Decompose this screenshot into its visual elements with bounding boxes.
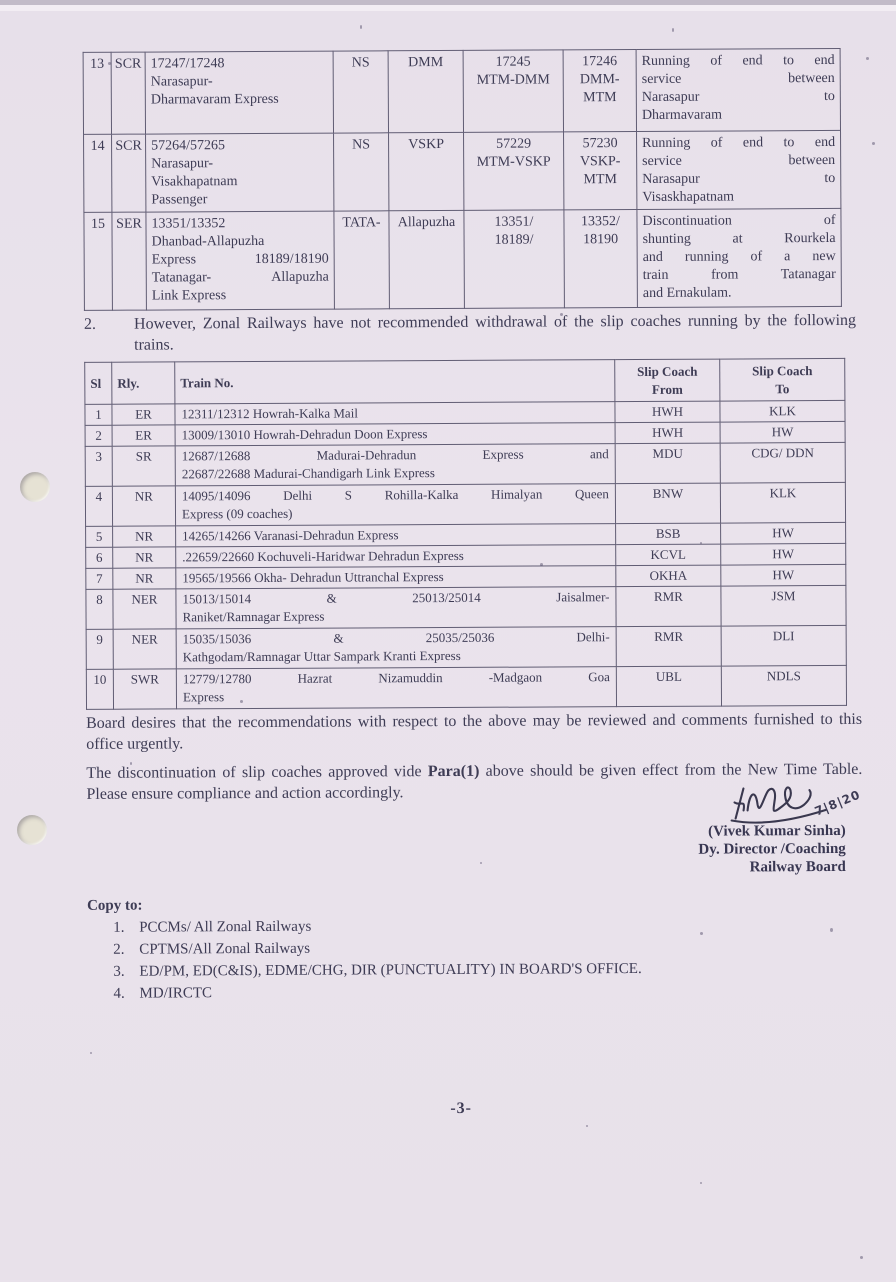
table-row bbox=[86, 625, 846, 669]
cell-rly: NER bbox=[113, 629, 176, 669]
cell-rly: SR bbox=[112, 446, 175, 486]
cell-remarks: Discontinuation of shunting at Rourkela and running of a new train from Tatanagar and Ernakulam. bbox=[637, 208, 842, 307]
cell-slip-to: JSM bbox=[721, 585, 846, 626]
header-train: Train No. bbox=[175, 360, 615, 404]
cell-slip-from: RMR bbox=[616, 626, 721, 667]
cell-slip-from: MDU bbox=[615, 443, 720, 484]
cell-slip-from: RMR bbox=[616, 586, 721, 627]
copy-to-heading: Copy to: bbox=[87, 897, 143, 914]
cell-rly: NR bbox=[113, 526, 176, 547]
board-desires-paragraph: Board desires that the recommendations with respect to the above may be reviewed and comments furnished to this office urgently. bbox=[86, 710, 863, 753]
cell-train-no-2: 13352/ 18190 bbox=[564, 210, 638, 308]
cell-sl: 2 bbox=[85, 425, 112, 446]
item-number: 1. bbox=[113, 919, 125, 936]
header-slip-to: Slip Coach To bbox=[720, 358, 845, 401]
cell-sl: 15 bbox=[84, 212, 113, 310]
item-text: ED/PM, ED(C&IS), EDME/CHG, DIR (PUNCTUALITY) IN BOARD'S OFFICE. bbox=[139, 960, 642, 980]
cell-slip-to: HW bbox=[721, 564, 846, 586]
copy-item bbox=[87, 959, 787, 982]
cell-sl: 8 bbox=[86, 589, 113, 629]
cell-slip-to: HW bbox=[721, 522, 846, 544]
cell-rly: NR bbox=[113, 568, 176, 589]
punch-hole bbox=[20, 472, 50, 502]
cell-rly: ER bbox=[112, 425, 175, 446]
cell-remarks: Running of end to end service between Narasapur to Visaskhapatnam bbox=[637, 130, 841, 209]
copy-to-block bbox=[87, 893, 788, 1004]
cell-train: 12779/12780 Hazrat Nizamuddin -Madgaon Goa Express bbox=[176, 667, 616, 709]
cell-haul: NS bbox=[334, 133, 389, 211]
cell-train: 15013/15014 & 25013/25014 Jaisalmer- Raniket/Ramnagar Express bbox=[176, 587, 616, 629]
item-text: CPTMS/All Zonal Railways bbox=[139, 940, 311, 958]
cell-haul: TATA- bbox=[334, 211, 390, 309]
item-number: 3. bbox=[113, 963, 125, 980]
cell-train: 14095/14096 Delhi S Rohilla-Kalka Himalyan Queen Express (09 coaches) bbox=[175, 484, 615, 526]
cell-rly: NER bbox=[113, 589, 176, 629]
cell-dest: DMM bbox=[388, 50, 463, 132]
cell-sl: 5 bbox=[86, 526, 113, 547]
header-sl: Sl bbox=[85, 362, 112, 404]
item-text: MD/IRCTC bbox=[139, 985, 213, 1002]
page-number: -3- bbox=[450, 1099, 472, 1117]
withdrawn-trains-table bbox=[83, 48, 842, 311]
table-row bbox=[85, 482, 845, 526]
paragraph-2 bbox=[84, 310, 856, 356]
item-text: PCCMs/ All Zonal Railways bbox=[139, 918, 312, 936]
cell-sl: 3 bbox=[85, 446, 112, 486]
cell-train: .22659/22660 Kochuveli-Haridwar Dehradun Express bbox=[176, 545, 616, 568]
signature-date: 7|8|20 bbox=[812, 787, 863, 819]
cell-sl: 13 bbox=[83, 52, 111, 134]
paragraph-text: above should be given effect from the New Time Table. Please ensure compliance and action accordingly. bbox=[86, 760, 863, 803]
slip-coach-table bbox=[84, 358, 847, 710]
copy-item bbox=[87, 937, 787, 960]
cell-train-no-1: 57229 MTM-VSKP bbox=[464, 132, 564, 211]
cell-slip-from: HWH bbox=[615, 422, 720, 444]
para1-reference: Para(1) bbox=[427, 762, 480, 781]
cell-train: 15035/15036 & 25035/25036 Delhi- Kathgodam/Ramnagar Uttar Sampark Kranti Express bbox=[176, 627, 616, 669]
item-number: 4. bbox=[113, 985, 125, 1002]
cell-rly: SCR bbox=[112, 134, 146, 212]
cell-train-no-1: 13351/ 18189/ bbox=[464, 210, 565, 309]
copy-item bbox=[87, 915, 787, 938]
paragraph-text: However, Zonal Railways have not recommended withdrawal of the slip coaches running by the following trains. bbox=[133, 311, 857, 354]
cell-train: 12687/12688 Madurai-Dehradun Express and 22687/22688 Madurai-Chandigarh Link Express bbox=[175, 444, 615, 486]
cell-slip-from: KCVL bbox=[616, 544, 721, 566]
table-row bbox=[86, 585, 846, 629]
cell-train-no-2: 17246 DMM- MTM bbox=[563, 50, 636, 132]
punch-hole bbox=[17, 815, 47, 845]
cell-train: 57264/57265 Narasapur- Visakhapatnam Passenger bbox=[146, 133, 334, 212]
cell-train: 19565/19566 Okha- Dehradun Uttranchal Express bbox=[176, 566, 616, 589]
header-rly: Rly. bbox=[112, 362, 175, 404]
table-header-row bbox=[85, 358, 845, 404]
signatory-name: (Vivek Kumar Sinha) bbox=[708, 822, 846, 840]
cell-rly: SCR bbox=[111, 52, 145, 134]
table-row bbox=[85, 442, 845, 486]
cell-slip-to: HW bbox=[720, 421, 845, 443]
cell-train: 13351/13352 Dhanbad-Allapuzha Express 18189/18190 Tatanagar- Allapuzha Link Express bbox=[146, 211, 335, 310]
cell-train: 12311/12312 Howrah-Kalka Mail bbox=[175, 402, 615, 425]
table-row bbox=[86, 665, 846, 709]
signatory-org: Railway Board bbox=[749, 858, 846, 876]
cell-rly: NR bbox=[113, 547, 176, 568]
cell-sl: 10 bbox=[86, 669, 113, 709]
cell-sl: 14 bbox=[84, 134, 112, 212]
cell-haul: NS bbox=[333, 51, 388, 133]
signature-block bbox=[601, 778, 882, 879]
cell-dest: Allapuzha bbox=[389, 210, 465, 308]
cell-slip-to: HW bbox=[721, 543, 846, 565]
cell-train: 13009/13010 Howrah-Dehradun Doon Express bbox=[175, 423, 615, 446]
cell-slip-to: CDG/ DDN bbox=[720, 442, 845, 483]
cell-rly: SER bbox=[112, 212, 147, 310]
cell-slip-to: KLK bbox=[720, 400, 845, 422]
paragraph-text: The discontinuation of slip coaches approved vide bbox=[86, 763, 428, 782]
paragraph-number: 2. bbox=[83, 315, 97, 333]
cell-sl: 6 bbox=[86, 547, 113, 568]
header-slip-from: Slip Coach From bbox=[615, 359, 720, 402]
cell-slip-from: BSB bbox=[616, 523, 721, 545]
copy-item bbox=[87, 981, 787, 1004]
cell-sl: 4 bbox=[85, 486, 112, 526]
cell-train-no-1: 17245 MTM-DMM bbox=[463, 50, 563, 133]
cell-train: 14265/14266 Varanasi-Dehradun Express bbox=[176, 524, 616, 547]
cell-sl: 7 bbox=[86, 568, 113, 589]
cell-rly: SWR bbox=[113, 669, 176, 709]
cell-sl: 1 bbox=[85, 404, 112, 425]
cell-slip-to: DLI bbox=[721, 625, 846, 666]
cell-slip-from: HWH bbox=[615, 401, 720, 423]
cell-slip-to: KLK bbox=[720, 482, 845, 523]
cell-rly: NR bbox=[112, 486, 175, 526]
signatory-title: Dy. Director /Coaching bbox=[698, 840, 846, 858]
cell-dest: VSKP bbox=[389, 132, 464, 210]
cell-remarks: Running of end to end service between Narasapur to Dharmavaram bbox=[636, 48, 840, 131]
cell-slip-from: OKHA bbox=[616, 565, 721, 587]
cell-slip-to: NDLS bbox=[721, 665, 846, 706]
table-row bbox=[84, 208, 842, 310]
cell-slip-from: UBL bbox=[616, 666, 721, 707]
cell-slip-from: BNW bbox=[615, 483, 720, 524]
cell-train-no-2: 57230 VSKP- MTM bbox=[564, 132, 637, 210]
cell-sl: 9 bbox=[86, 629, 113, 669]
table-row bbox=[84, 130, 841, 212]
cell-rly: ER bbox=[112, 404, 175, 425]
table-row bbox=[83, 48, 840, 134]
item-number: 2. bbox=[113, 941, 125, 958]
cell-train: 17247/17248 Narasapur- Dharmavaram Express bbox=[145, 51, 333, 134]
